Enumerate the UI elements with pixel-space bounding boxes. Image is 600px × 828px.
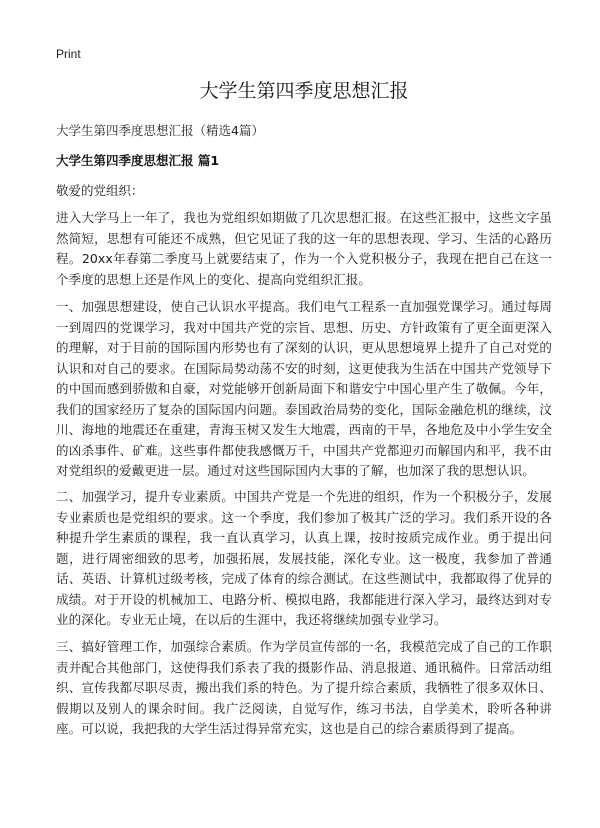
document-subtitle: 大学生第四季度思想汇报（精选4篇） xyxy=(56,123,264,138)
paragraph-study: 二、加强学习，提升专业素质。中国共产党是一个先进的组织，作为一个积极分子，发展专业素质也是党组织的要求。这一个季度，我们参加了极其广泛的学习。我们系开设的各种提升学生素质的课程，我一直认真学习，认真上课，按时按质完成作业。勇于提出问题，进行周密细致的思考，加强拓展，发展技能，深化专业。这一极度，我参加了普通话、英语、计算机过级考核，完成了体育的综合测试。在这些测试中，我都取得了优异的成绩。对于开设的机械加工、电路分析、模拟电路，我都能进行深入学习，最终达到对专业的深化。专业无止境，在以后的生涯中，我还将继续加强专业学习。 xyxy=(56,489,552,627)
paragraph-intro: 进入大学马上一年了，我也为党组织如期做了几次思想汇报。在这些汇报中，这些文字虽然简短，思想有可能还不成熟，但它见证了我的这一年的思想表现、学习、生活的心路历程。20xx年春第二季度马上就要结束了，作为一个入党积极分子，我现在把自己在这一个季度的思想上还是作风上的变化、提高向党组织汇报。 xyxy=(56,210,552,287)
section-heading: 大学生第四季度思想汇报 篇1 xyxy=(56,153,220,168)
salutation: 敬爱的党组织： xyxy=(56,183,144,198)
paragraph-thought-building: 一、加强思想建设，使自己认识水平提高。我们电气工程系一直加强党课学习。通过每周一到周四的党课学习，我对中国共产党的宗旨、思想、历史、方针政策有了更全面更深入的理解，对于目前的国际国内形势也有了深刻的认识，更从思想境界上提升了自己对党的认识和对自己的要求。在国际局势动荡不安的时刻，这更使我为生活在中国共产党领导下的中国而感到骄傲和自豪，对党能够开创新局面下和谐安宁中国心里产生了敬佩。今年，我们的国家经历了复杂的国际国内问题。泰国政治局势的变化，国际金融危机的继续，汶川、海地的地震还在重建，青海玉树又发生大地震，西南的干旱，各地危及中小学生安全的凶杀事件、矿难。这些事件都使我感慨万千，中国共产党都迎刃而解国内和平，我不由对党组织的爱戴更进一层。通过对这些国际国内大事的了解，也加深了我的思想认识。 xyxy=(56,299,552,478)
document-title: 大学生第四季度思想汇报 xyxy=(199,80,409,102)
paragraph-management: 三、搞好管理工作，加强综合素质。作为学员宣传部的一名，我模范完成了自己的工作职责并配合其他部门，这使得我们系表了我的摄影作品、消息报道、通讯稿件。日常活动组织、宣传我都尽职尽责，搬出我们系的特色。为了提升综合素质，我牺牲了很多双休日、假期以及别人的课余时间。我广泛阅读，自觉写作，练习书法，自学美术，聆听各种讲座。可以说，我把我的大学生活过得异常充实，这也是自己的综合素质得到了提高。 xyxy=(56,639,552,736)
print-link[interactable]: Print xyxy=(56,47,81,61)
